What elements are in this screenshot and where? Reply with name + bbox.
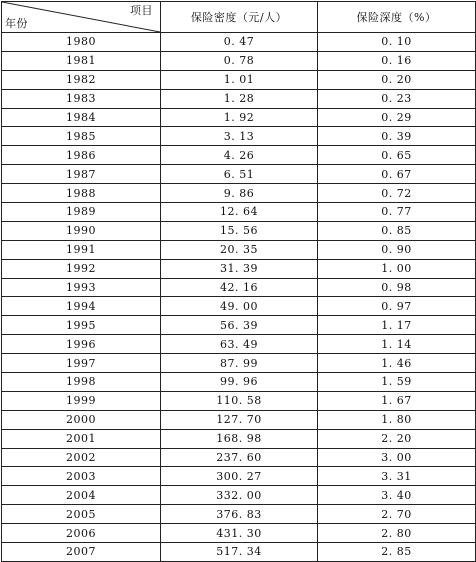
header-row	[2, 2, 476, 33]
year-cell: 1986	[2, 146, 161, 165]
table-row	[2, 203, 476, 222]
year-cell: 2000	[2, 410, 161, 429]
year-cell: 2001	[2, 429, 161, 448]
depth-cell: 3. 31	[318, 467, 476, 486]
density-cell: 42. 16	[161, 278, 318, 297]
year-cell: 1984	[2, 108, 161, 127]
diagonal-header-cell	[2, 2, 161, 33]
table-row	[2, 467, 476, 486]
density-cell: 4. 26	[161, 146, 318, 165]
depth-cell: 2. 70	[318, 505, 476, 524]
table-row	[2, 297, 476, 316]
year-cell: 2002	[2, 448, 161, 467]
table-row	[2, 240, 476, 259]
depth-cell: 0. 90	[318, 240, 476, 259]
year-cell: 2007	[2, 543, 161, 562]
density-cell: 20. 35	[161, 240, 318, 259]
depth-cell: 1. 00	[318, 259, 476, 278]
year-cell: 1983	[2, 89, 161, 108]
density-cell: 517. 34	[161, 543, 318, 562]
density-cell: 376. 83	[161, 505, 318, 524]
year-cell: 1980	[2, 33, 161, 52]
row-dimension-label: 年份	[5, 17, 28, 30]
table-row	[2, 108, 476, 127]
year-cell: 1985	[2, 127, 161, 146]
density-cell: 0. 47	[161, 33, 318, 52]
density-cell: 15. 56	[161, 221, 318, 240]
density-cell: 127. 70	[161, 410, 318, 429]
depth-cell: 0. 67	[318, 165, 476, 184]
year-cell: 1996	[2, 335, 161, 354]
year-cell: 2005	[2, 505, 161, 524]
density-column-header: 保险密度（元/人）	[161, 2, 318, 33]
table-row	[2, 505, 476, 524]
density-cell: 6. 51	[161, 165, 318, 184]
depth-cell: 0. 72	[318, 184, 476, 203]
table-row	[2, 51, 476, 70]
year-cell: 1995	[2, 316, 161, 335]
density-cell: 31. 39	[161, 259, 318, 278]
depth-cell: 3. 40	[318, 486, 476, 505]
depth-cell: 1. 67	[318, 391, 476, 410]
density-cell: 9. 86	[161, 184, 318, 203]
density-cell: 0. 78	[161, 51, 318, 70]
year-cell: 1988	[2, 184, 161, 203]
year-cell: 2003	[2, 467, 161, 486]
table-body	[2, 33, 476, 562]
density-cell: 56. 39	[161, 316, 318, 335]
year-cell: 1991	[2, 240, 161, 259]
year-cell: 2004	[2, 486, 161, 505]
table-row	[2, 89, 476, 108]
density-cell: 3. 13	[161, 127, 318, 146]
depth-cell: 0. 39	[318, 127, 476, 146]
year-cell: 1999	[2, 391, 161, 410]
year-cell: 1993	[2, 278, 161, 297]
density-cell: 1. 28	[161, 89, 318, 108]
density-cell: 431. 30	[161, 524, 318, 543]
depth-column-header: 保险深度（%）	[318, 2, 476, 33]
density-cell: 49. 00	[161, 297, 318, 316]
density-cell: 99. 96	[161, 373, 318, 392]
table-row	[2, 259, 476, 278]
density-cell: 87. 99	[161, 354, 318, 373]
table-row	[2, 391, 476, 410]
table-row	[2, 184, 476, 203]
depth-cell: 2. 20	[318, 429, 476, 448]
table-row	[2, 316, 476, 335]
density-cell: 1. 92	[161, 108, 318, 127]
table-row	[2, 410, 476, 429]
depth-cell: 1. 14	[318, 335, 476, 354]
table-row	[2, 33, 476, 52]
depth-cell: 0. 98	[318, 278, 476, 297]
year-cell: 2006	[2, 524, 161, 543]
density-cell: 168. 98	[161, 429, 318, 448]
table-row	[2, 335, 476, 354]
depth-cell: 2. 85	[318, 543, 476, 562]
depth-cell: 0. 23	[318, 89, 476, 108]
table-row	[2, 524, 476, 543]
density-cell: 237. 60	[161, 448, 318, 467]
depth-cell: 3. 00	[318, 448, 476, 467]
year-cell: 1990	[2, 221, 161, 240]
table-row	[2, 448, 476, 467]
table-row	[2, 429, 476, 448]
depth-cell: 0. 29	[318, 108, 476, 127]
year-cell: 1987	[2, 165, 161, 184]
year-cell: 1989	[2, 203, 161, 222]
depth-cell: 0. 97	[318, 297, 476, 316]
table-row	[2, 373, 476, 392]
depth-cell: 1. 46	[318, 354, 476, 373]
table-row	[2, 146, 476, 165]
density-cell: 1. 01	[161, 70, 318, 89]
table-row	[2, 354, 476, 373]
depth-cell: 0. 85	[318, 221, 476, 240]
table-row	[2, 127, 476, 146]
table-row	[2, 70, 476, 89]
density-cell: 110. 58	[161, 391, 318, 410]
column-dimension-label: 项目	[130, 4, 153, 17]
density-cell: 63. 49	[161, 335, 318, 354]
depth-cell: 1. 17	[318, 316, 476, 335]
year-cell: 1994	[2, 297, 161, 316]
depth-cell: 1. 59	[318, 373, 476, 392]
year-cell: 1992	[2, 259, 161, 278]
year-cell: 1998	[2, 373, 161, 392]
year-cell: 1997	[2, 354, 161, 373]
depth-cell: 0. 10	[318, 33, 476, 52]
depth-cell: 0. 20	[318, 70, 476, 89]
table-row	[2, 221, 476, 240]
depth-cell: 1. 80	[318, 410, 476, 429]
year-cell: 1981	[2, 51, 161, 70]
table-row	[2, 543, 476, 562]
density-cell: 12. 64	[161, 203, 318, 222]
table-row	[2, 486, 476, 505]
depth-cell: 0. 16	[318, 51, 476, 70]
year-cell: 1982	[2, 70, 161, 89]
density-cell: 300. 27	[161, 467, 318, 486]
depth-cell: 0. 77	[318, 203, 476, 222]
table-row	[2, 278, 476, 297]
depth-cell: 0. 65	[318, 146, 476, 165]
depth-cell: 2. 80	[318, 524, 476, 543]
density-cell: 332. 00	[161, 486, 318, 505]
insurance-data-table	[1, 1, 476, 562]
table-row	[2, 165, 476, 184]
